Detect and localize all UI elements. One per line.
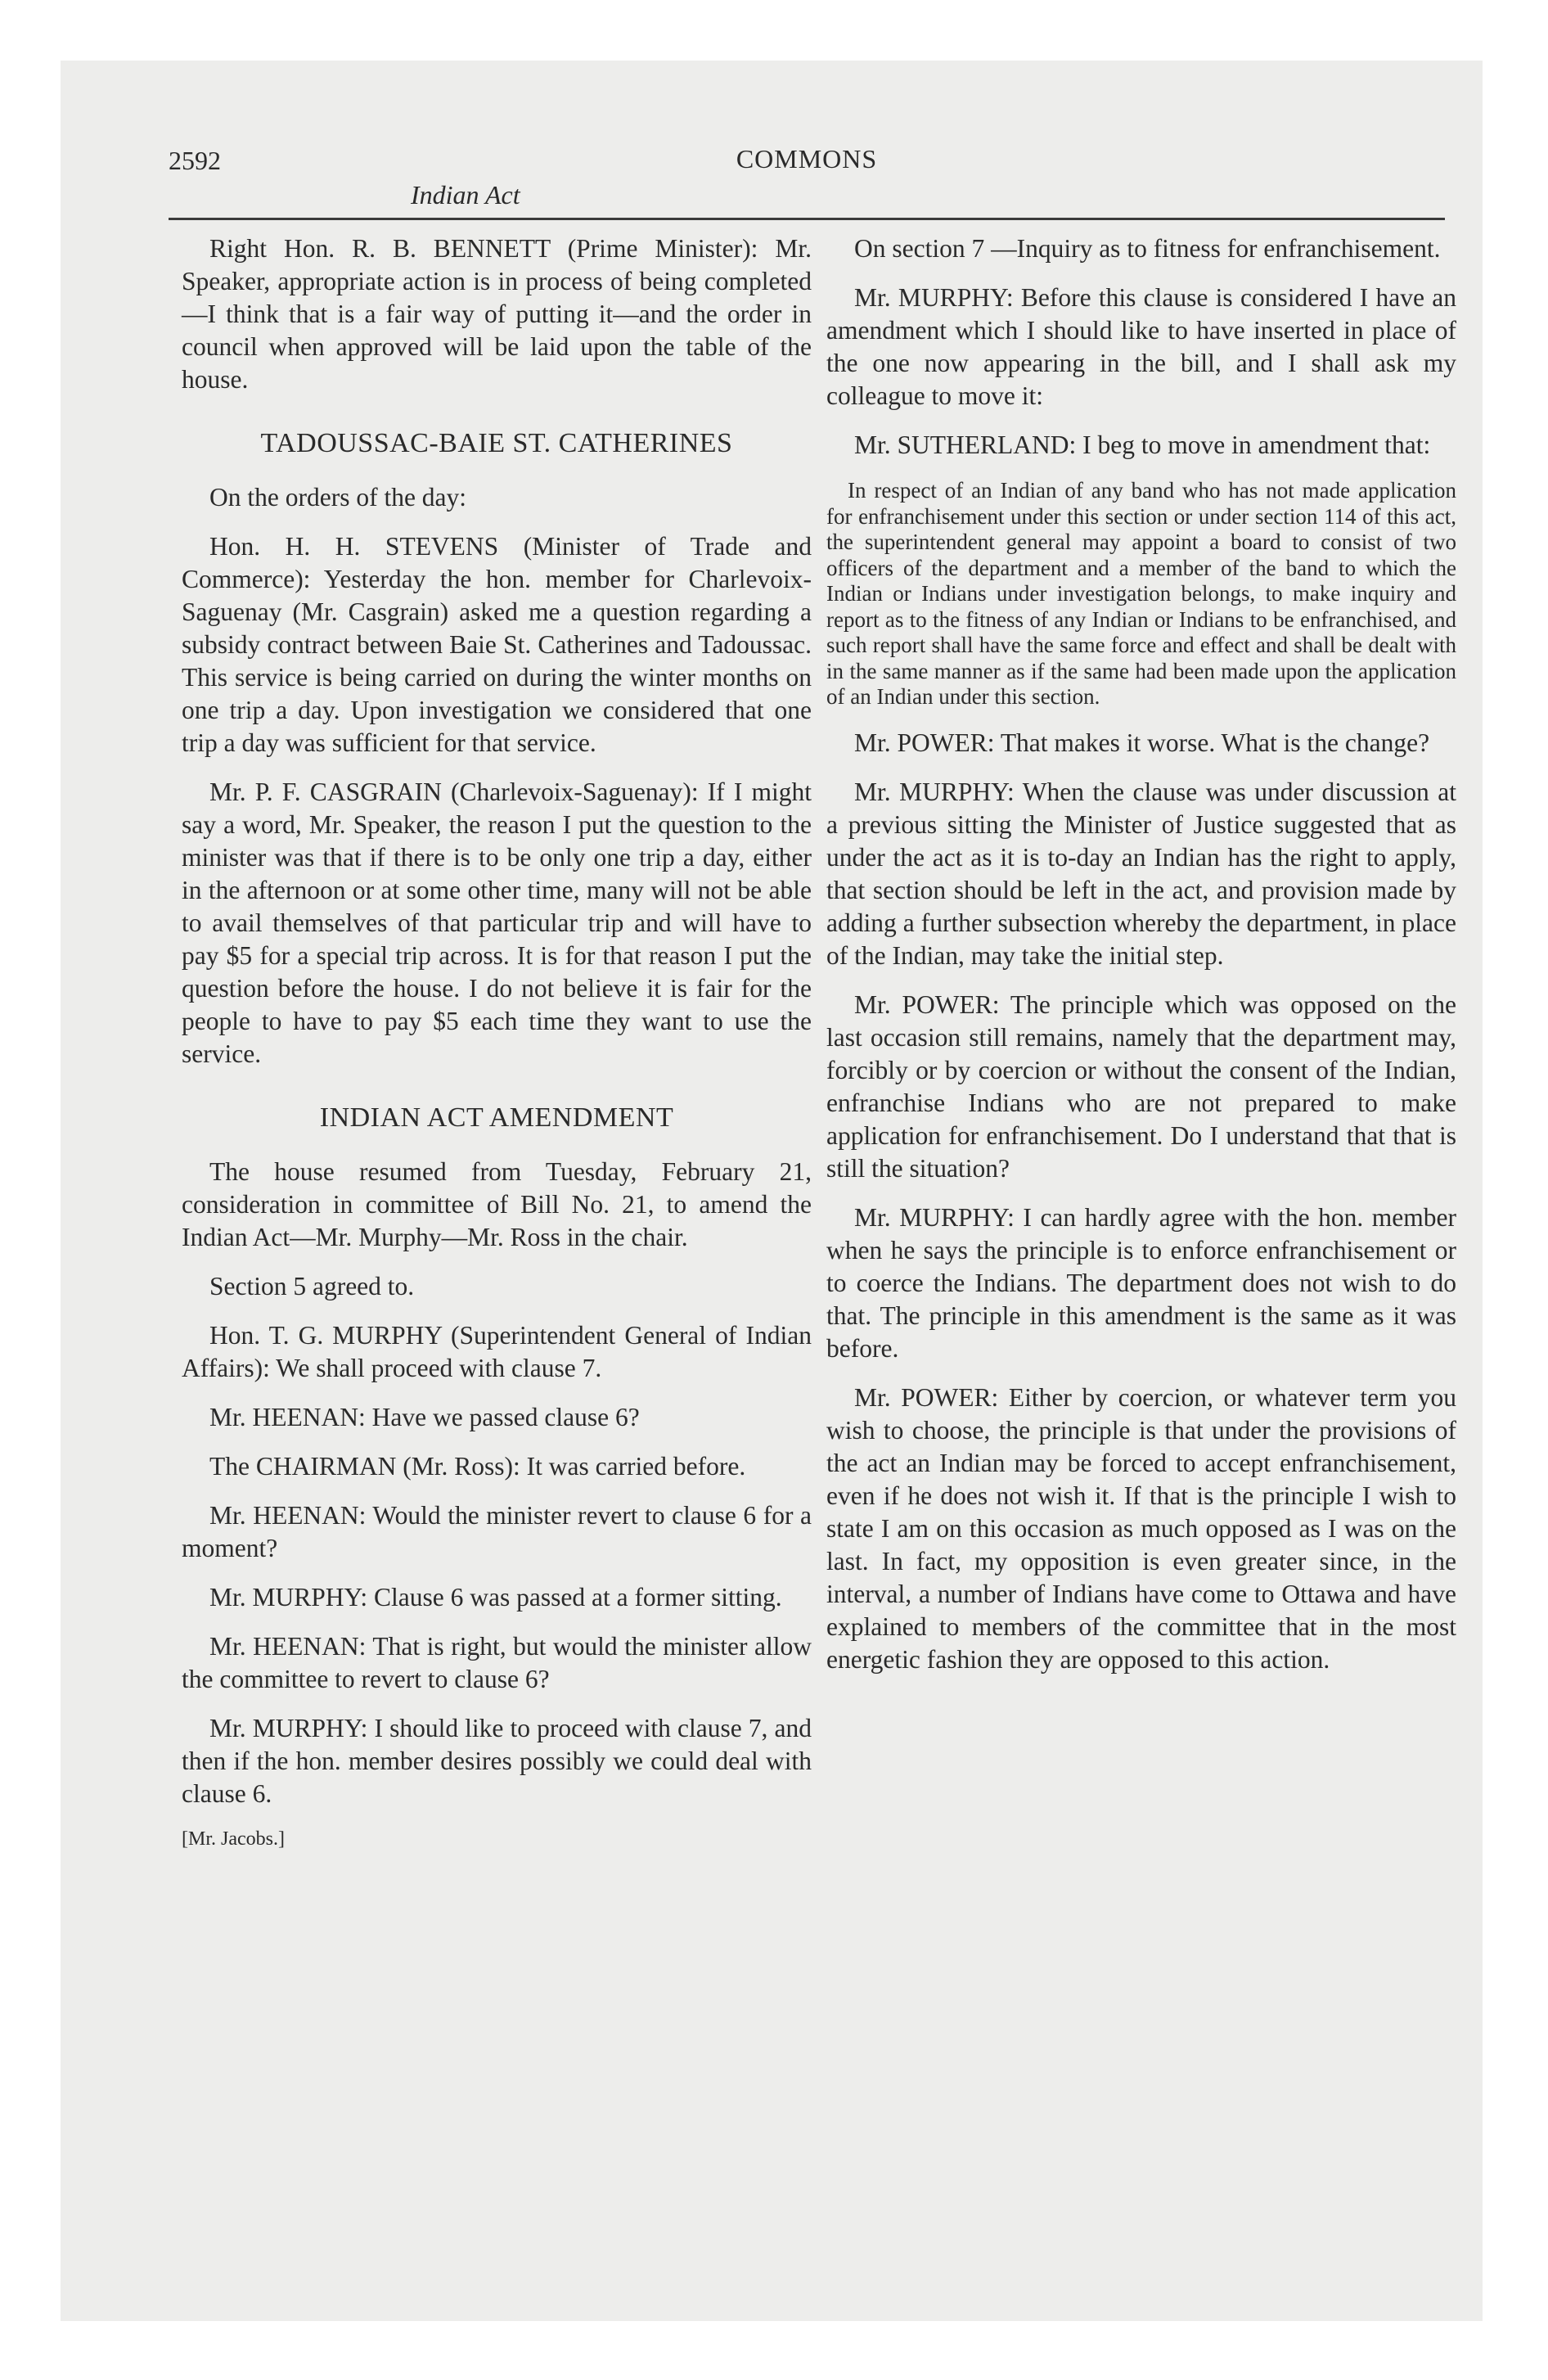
page-number: 2592 (169, 146, 221, 175)
paragraph: Mr. MURPHY: When the clause was under discussion at a previous sitting the Minister of Justice suggested that as under the act as it is to-day an Indian has the right to apply, that section should be left in the act, and provision made by adding a further subsection whereby the department, in place of the Indian, may take the initial step. (826, 777, 1456, 970)
paragraph: Right Hon. R. B. BENNETT (Prime Minister): Mr. Speaker, appropriate action is in process of being completed—I think that is a fair way of putting it—and the order in council when approved will be laid upon the table of the house. (182, 234, 812, 394)
page-header (169, 141, 1445, 214)
paragraph: Mr. HEENAN: That is right, but would the minister allow the committee to revert to clause 6? (182, 1632, 812, 1693)
section-heading: INDIAN ACT AMENDMENT (319, 1102, 674, 1133)
paragraph: Mr. HEENAN: Have we passed clause 6? (209, 1403, 640, 1431)
paragraph: Hon. H. H. STEVENS (Minister of Trade and Commerce): Yesterday the hon. member for Charlevoix-Saguenay (Mr. Casgrain) asked me a question regarding a subsidy contract between Baie St. Catherines and Tadoussac. This service is being carried on during the winter months on one trip a day. Upon investigation we considered that one trip a day was sufficient for that service. (182, 532, 812, 757)
motion-text: In respect of an Indian of any band who has not made application for enfranchisement under this section or under section 114 of this act, the superintendent general may appoint a board to consist of two officers of the department and a member of the band to which the Indian or Indians under investigation belongs, to make inquiry and report as to the fitness of any Indian or Indians to be enfranchised, and such report shall have the same force and effect and shall be dealt with in the same manner as if the same had been made upon the application of an Indian under this section. (826, 478, 1456, 709)
paragraph: Mr. HEENAN: Would the minister revert to clause 6 for a moment? (182, 1501, 812, 1562)
section-heading: TADOUSSAC-BAIE ST. CATHERINES (260, 428, 733, 458)
paragraph: Mr. MURPHY: I can hardly agree with the hon. member when he says the principle is to enforce enfranchisement or to coerce the Indians. The department does not wish to do that. The principle in this amendment is the same as it was before. (826, 1202, 1456, 1363)
paragraph: The CHAIRMAN (Mr. Ross): It was carried before. (209, 1452, 746, 1481)
header-rule (169, 218, 1445, 220)
page-title: COMMONS (736, 144, 878, 174)
paragraph: Mr. POWER: That makes it worse. What is the change? (854, 728, 1430, 757)
footnote: [Mr. Jacobs.] (182, 1828, 285, 1850)
paragraph: Mr. SUTHERLAND: I beg to move in amendment that: (854, 430, 1431, 459)
paragraph: Section 5 agreed to. (209, 1272, 415, 1300)
right-column (826, 232, 1456, 1693)
paragraph: Mr. POWER: Either by coercion, or whatever term you wish to choose, the principle is that under the provisions of the act an Indian may be forced to accept enfranchisement, even if he does not wish it. If that is the principle I wish to state I am on this occasion as much opposed as I was on the last. In fact, my opposition is even greater since, in the interval, a number of Indians have come to Ottawa and have explained to members of the committee that in the most energetic fashion they are opposed to this action. (826, 1382, 1456, 1674)
paragraph: Mr. MURPHY: I should like to proceed with clause 7, and then if the hon. member desires possibly we could deal with clause 6. (182, 1714, 812, 1808)
paragraph: Mr. P. F. CASGRAIN (Charlevoix-Saguenay): If I might say a word, Mr. Speaker, the reason I put the question to the minister was that if there is to be only one trip a day, either in the afternoon or at some other time, many will not be able to avail themselves of that particular trip and will have to pay $5 for a special trip across. It is for that reason I put the question before the house. I do not believe it is fair for the people to have to pay $5 each time they want to use the service. (182, 778, 812, 1068)
paragraph: Mr. POWER: The principle which was opposed on the last occasion still remains, namely that the department may, forcibly or by coercion or without the consent of the Indian, enfranchise Indians who are not prepared to make application for enfranchisement. Do I understand that that is still the situation? (826, 989, 1456, 1183)
paragraph: Mr. MURPHY: Before this clause is considered I have an amendment which I should like to have inserted in place of the one now appearing in the bill, and I shall ask my colleague to move it: (826, 283, 1456, 410)
running-head: Indian Act (411, 180, 520, 210)
left-column (182, 232, 812, 1868)
paragraph: Mr. MURPHY: Clause 6 was passed at a former sitting. (209, 1583, 782, 1611)
paragraph: On the orders of the day: (209, 483, 467, 512)
paragraph: The house resumed from Tuesday, February 21, consideration in committee of Bill No. 21, to amend the Indian Act—Mr. Murphy—Mr. Ross in the chair. (182, 1157, 812, 1251)
paragraph: Hon. T. G. MURPHY (Superintendent General of Indian Affairs): We shall proceed with clause 7. (182, 1321, 812, 1382)
paragraph: On section 7 —Inquiry as to fitness for enfranchisement. (854, 234, 1441, 263)
